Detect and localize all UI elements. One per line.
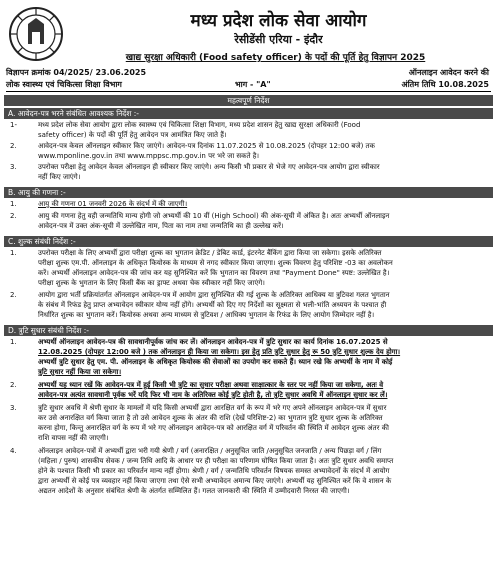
section-a-heading: A. आवेदन-पत्र भरने संबंधित आवश्यक निर्देश :- [4,108,493,119]
office-location: रेसीडेंसी एरिया - इंदौर [234,33,323,46]
section-c-heading: C. शुल्क संबंधी निर्देश :- [4,236,493,247]
divider [6,91,491,92]
section-b-heading: B. आयु की गणना :- [4,187,493,198]
mppsc-emblem-icon [8,6,64,62]
page-title: मध्य प्रदेश लोक सेवा आयोग [190,11,367,31]
section-d-heading: D. त्रुटि सुधार संबंधी निर्देश :- [4,325,493,336]
advertisement-page: मध्य प्रदेश लोक सेवा आयोग रेसीडेंसी एरिया - इंदौर खाद्य सुरक्षा अधिकारी (Food safety officer) के पदों की पूर्ति हेतु विज्ञापन 2025 विज्ञापन क्रमांक 04/2025/ 23.06.2025 ऑनलाइन आवेदन करने की लोक स्वास्थ्य एवं चिकित्सा शिक्षा विभाग भाग - "A" अंतिम तिथि 10.08.2025 महत्वपूर्ण निर्देश A. आवेदन-पत्र भरने संबंधित आवश्यक निर्देश :- 1- मध्य प्रदेश लोक सेवा आयोग द्वारा लोक स्वास्थ्य एवं चिकित्सा शिक्षा विभाग, मध्य प्रदेश शासन हेतु खाद्य सुरक्षा अधिकारी (Food safety officer) के पदों की पूर्ति हेतु आवेदन पत्र आमंत्रित किए जाते हैं। 2. आवेदन-पत्र केवल ऑनलाइन स्वीकार किए जाएंगे। आवेदन-पत्र दिनांक 11.07.2025 से 10.08.2025 (दोपहर 12:00 बजे) तक www.mponline.gov.in तथा www.mppsc.mp.gov.in पर भरे जा सकते है। 3. उपरोक्त परीक्षा हेतु आवेदन केवल ऑनलाइन ही स्वीकार किए जाएंगे। अन्य किसी भी प्रकार से भेजे गए आवेदन-पत्र आयोग द्वारा स्वीकार नहीं किए जाएंगे। B. आयु की गणना :- 1. आयु की गणना 01 जनवरी 2026 के संदर्भ में की जाएगी। 2. आयु की गणना हेतु वही जन्मतिथि मान्य होगी जो अभ्यर्थी की 10 वीं (High School) की अंक-सूची में अंकित है। अतः अभ्यर्थी ऑनलाइन आवेदन-पत्र में उक्त अंक-सूची में उल्लेखित नाम, पिता का नाम तथा जन्मतिथि का ही उल्लेख करें। C. शुल्क संबंधी निर्देश :- 1. उपरोक्त परीक्षा के लिए अभ्यर्थी द्वारा परीक्षा शुल्क का भुगतान क्रेडिट / डेबिट कार्ड, इंटरनेट बैंकिंग द्वारा किया जा सकेगा। इसके अतिरिक्त परीक्षा शुल्क एम.पी. ऑनलाइन के अधिकृत कियोस्क के माध्यम से नगद स्वीकार किया जाएगा। शुल्क विवरण हेतु परिशिष्ट -03 का अवलोकन करें। अभ्यर्थी ऑनलाइन आवेदन-पत्र की जांच कर यह सुनिश्चित करें कि भुगतान का विवरण तथा "Payment Done" स्पष्ट: उल्लेखित है। परीक्षा शुल्क के भुगतान के लिए किसी बैंक का ड्राफ्ट अथवा चेक स्वीकार नहीं किए जाएंगे। 2. आयोग द्वारा भर्ती प्रक्रियांतर्गत ऑनलाइन आवेदन-पत्र में आयोग द्वारा सुनिश्चित की गई शुल्क के अतिरिक्त आधिक्य या त्रुटिवश गलत भुगतान के संबंध में रिफंड हेतु प्राप्त अभ्यावेदन स्वीकार योग्य नहीं होंगे। अभ्यर्थी को दिए गए निर्देशों का सूक्ष्मता से भली-भांति अध्ययन के पश्चात ही निर्धारित शुल्क का भुगतान करें। कियोस्क अथवा अन्य माध्यम से त्रुटिवश / आधिक्य भुगतान के रिफंड के लिए आयोग जिम्मेदार नहीं है। D. त्रुटि सुधार संबंधी निर्देश :- 1. अभ्यर्थी ऑनलाइन आवेदन-पत्र की सावधानीपूर्वक जांच कर लें। ऑनलाइन आवेदन-पत्र में त्रुटि सुधार का कार्य दिनांक 16.07.2025 से 12.08.2025 (दोपहर 12:00 बजे ) तक ऑनलाइन ही किया जा सकेगा। इस हेतु प्रति त्रुटि सुधार हेतु रू 50 त्रुटि सुधार शुल्क देय होगा। अभ्यर्थी त्रुटि सुधार हेतु एम. पी. ऑनलाइन के अधिकृत कियोस्क की सेवाओं का उपयोग कर सकते हैं। ध्यान रखे कि अभ्यर्थी के नाम में कोई त्रुटि सुधार नहीं किया जा सकेगा। 2. अभ्यर्थी यह ध्यान रखें कि आवेदन-पत्र में हुई किसी भी त्रुटि का सुधार परीक्षा अथवा साक्षात्कार के स्तर पर नहीं किया जा सकेगा, अतः वे आवेदन-पत्र अत्यंत सावधानी पूर्वक भरें यदि फिर भी नाम के अतिरिक्त कोई त्रुटि होती है, तो त्रुटि सुधार अवधि में ऑनलाइन सुधार कर लें। 3. त्रुटि सुधार अवधि में श्रेणी सुधार के मामलों में यदि किसी अभ्यर्थी द्वारा आरक्षित वर्ग के रूप में भरे गए अपने ऑनलाइन आवेदन-पत्र में सुधार कर उसे अनारक्षित वर्ग किया जाता है तो उसे आवेदन शुल्क के अंतर की राशि (देखें परिशिष्ट-2) का भुगतान त्रुटि सुधार शुल्क के अतिरिक्त करना होगा, किन्तु अनारक्षित वर्ग के रूप में भरे गए ऑनलाइन आवेदन-पत्र को आरक्षित वर्ग में परिवर्तन की स्थिति में आवेदन शुल्क अंतर की राशि वापस नहीं की जाएगी। 4. ऑनलाइन आवेदन-पत्रों में अभ्यर्थी द्वारा भरी गयी श्रेणी / वर्ग (अनारक्षित / अनुसूचित जाति /अनुसूचित जनजाति / अन्य पिछड़ा वर्ग / लिंग (महिला / पुरुष) शासकीय सेवक / जन्म तिथि आदि के आधार पर ही परीक्षा का परिणाम घोषित किया जाता है। अतः त्रुटि सुधार अवधि समाप्त होने के पश्चात किसी भी प्रकार का परिवर्तन मान्य नहीं होगा। श्रेणी / वर्ग / जन्मतिथि परिवर्तन विषयक समस्त अभ्यावेदनों के संदर्भ में आयोग द्वारा अभ्यर्थी से कोई पत्र व्यवहार नहीं किया जाएगा तथा ऐसे सभी अभ्यावेदन अमान्य किए जाएंगे। अभ्यर्थी यह सुनिश्चित करें कि वे शासन के अद्यतन आदेशों के अनुसार संबंधित श्रेणी के अंतर्गत सम्मिलित हैं। गलत जानकारी की स्थिति में उम्मीदवारी निरस्त की जाएगी। [0,0,497,582]
important-instructions-banner: महत्वपूर्ण निर्देश [4,95,493,106]
last-date: अंतिम तिथि 10.08.2025 [401,80,489,89]
part-label: भाग - "A" [235,80,271,89]
advertisement-title: खाद्य सुरक्षा अधिकारी (Food safety officer) के पदों की पूर्ति हेतु विज्ञापन 2025 [125,53,426,63]
department-name: लोक स्वास्थ्य एवं चिकित्सा शिक्षा विभाग [6,80,122,89]
ad-number: विज्ञापन क्रमांक 04/2025/ 23.06.2025 [6,68,147,77]
online-apply-label: ऑनलाइन आवेदन करने की [408,68,489,77]
